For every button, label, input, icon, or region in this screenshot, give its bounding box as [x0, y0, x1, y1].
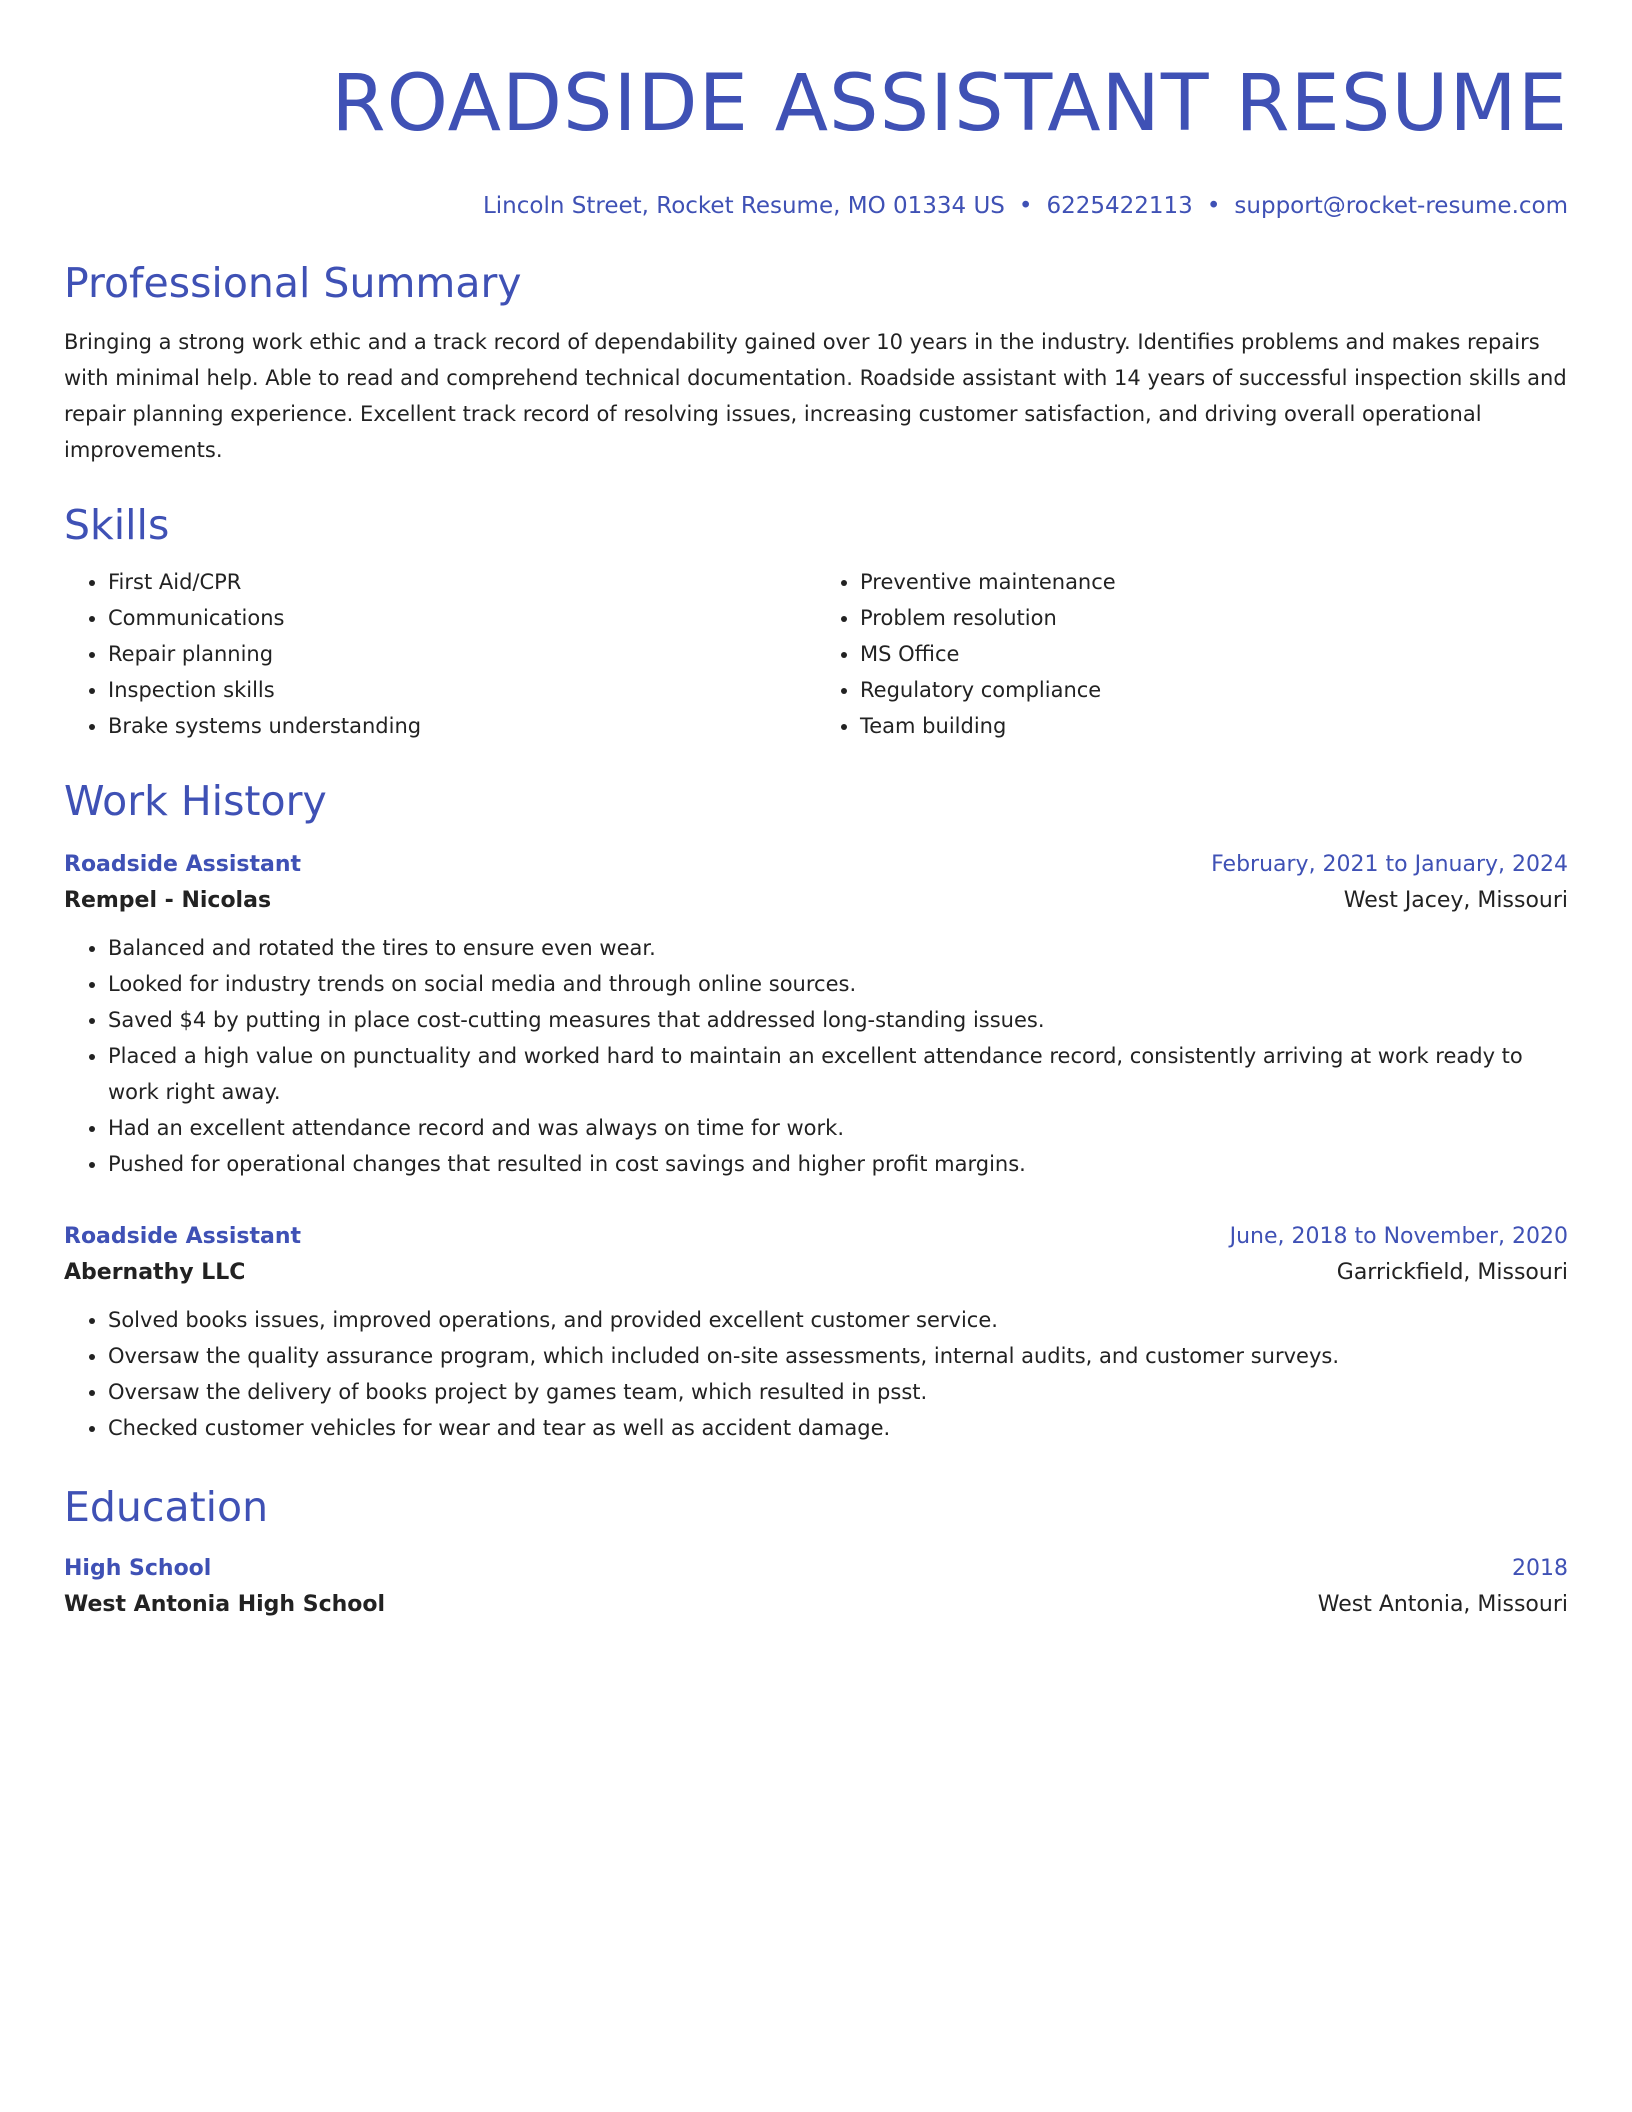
job-location: West Jacey, Missouri	[1343, 888, 1568, 913]
skill-item: • Team building	[860, 708, 1568, 744]
job-entry	[64, 848, 1568, 1182]
skill-item: • Communications	[108, 600, 816, 636]
job-entry	[64, 1220, 1568, 1446]
job-dates: February, 2021 to January, 2024	[1211, 852, 1568, 877]
job-title: Roadside Assistant	[64, 852, 302, 877]
job-bullet: • Saved $4 by putting in place cost-cutting measures that addressed long-standing issues.	[108, 1002, 1568, 1038]
job-subheader	[64, 882, 1568, 920]
skill-item: • Problem resolution	[860, 600, 1568, 636]
job-bullet: • Oversaw the quality assurance program, which included on-site assessments, internal audits, and customer surveys.	[108, 1338, 1568, 1374]
summary-heading: Professional Summary	[64, 259, 522, 307]
skill-item: • First Aid/CPR	[108, 564, 816, 600]
skill-item: • Repair planning	[108, 636, 816, 672]
education-heading: Education	[64, 1483, 269, 1531]
skill-item: • Inspection skills	[108, 672, 816, 708]
education-year: 2018	[1512, 1556, 1568, 1581]
job-dates: June, 2018 to November, 2020	[1229, 1224, 1568, 1249]
contact-separator: •	[1018, 193, 1033, 219]
skill-item: • Preventive maintenance	[860, 564, 1568, 600]
skills-column-left	[64, 564, 816, 744]
skills-list	[64, 564, 1568, 744]
contact-line	[64, 190, 1568, 222]
education-degree: High School	[64, 1556, 212, 1581]
job-header	[64, 848, 1568, 882]
skill-item: • Regulatory compliance	[860, 672, 1568, 708]
contact-email: support@rocket-resume.com	[1234, 193, 1568, 219]
job-bullet: • Pushed for operational changes that resulted in cost savings and higher profit margins.	[108, 1146, 1568, 1182]
job-location: Garrickfield, Missouri	[1336, 1260, 1568, 1285]
skill-item: • Brake systems understanding	[108, 708, 816, 744]
job-bullet: • Balanced and rotated the tires to ensure even wear.	[108, 930, 1568, 966]
job-bullet: • Solved books issues, improved operations, and provided excellent customer service.	[108, 1302, 1568, 1338]
job-subheader	[64, 1254, 1568, 1292]
work-history-heading: Work History	[64, 777, 327, 825]
job-bullet: • Checked customer vehicles for wear and tear as well as accident damage.	[108, 1410, 1568, 1446]
job-bullet: • Looked for industry trends on social media and through online sources.	[108, 966, 1568, 1002]
contact-separator: •	[1206, 193, 1221, 219]
education-header	[64, 1552, 1568, 1586]
skills-heading: Skills	[64, 501, 170, 549]
job-bullet: • Placed a high value on punctuality and worked hard to maintain an excellent attendance record, consistently arriving at work ready to work right away.	[108, 1038, 1568, 1110]
skill-item: • MS Office	[860, 636, 1568, 672]
job-bullet: • Had an excellent attendance record and was always on time for work.	[108, 1110, 1568, 1146]
job-company: Rempel - Nicolas	[64, 888, 272, 913]
job-bullet: • Oversaw the delivery of books project by games team, which resulted in psst.	[108, 1374, 1568, 1410]
education-school: West Antonia High School	[64, 1592, 386, 1617]
resume-title: ROADSIDE ASSISTANT RESUME	[331, 59, 1568, 149]
job-title: Roadside Assistant	[64, 1224, 302, 1249]
skills-column-right	[816, 564, 1568, 744]
job-bullets	[64, 930, 1568, 1182]
summary-text: Bringing a strong work ethic and a track record of dependability gained over 10 years in the industry. Identifies problems and makes repairs with minimal help. Able to read and comprehend technical documentation. Roadside assistant with 14 years of successful inspection skills and repair planning experience. Excellent track record of resolving issues, increasing customer satisfaction, and driving overall operational improvements.	[64, 330, 1567, 462]
job-header	[64, 1220, 1568, 1254]
education-location: West Antonia, Missouri	[1317, 1592, 1568, 1617]
contact-address: Lincoln Street, Rocket Resume, MO 01334 US	[482, 193, 1005, 219]
job-company: Abernathy LLC	[64, 1260, 246, 1285]
job-bullets	[64, 1302, 1568, 1446]
contact-phone: 6225422113	[1046, 193, 1193, 219]
education-subheader	[64, 1586, 1568, 1624]
education-entry	[64, 1552, 1568, 1624]
